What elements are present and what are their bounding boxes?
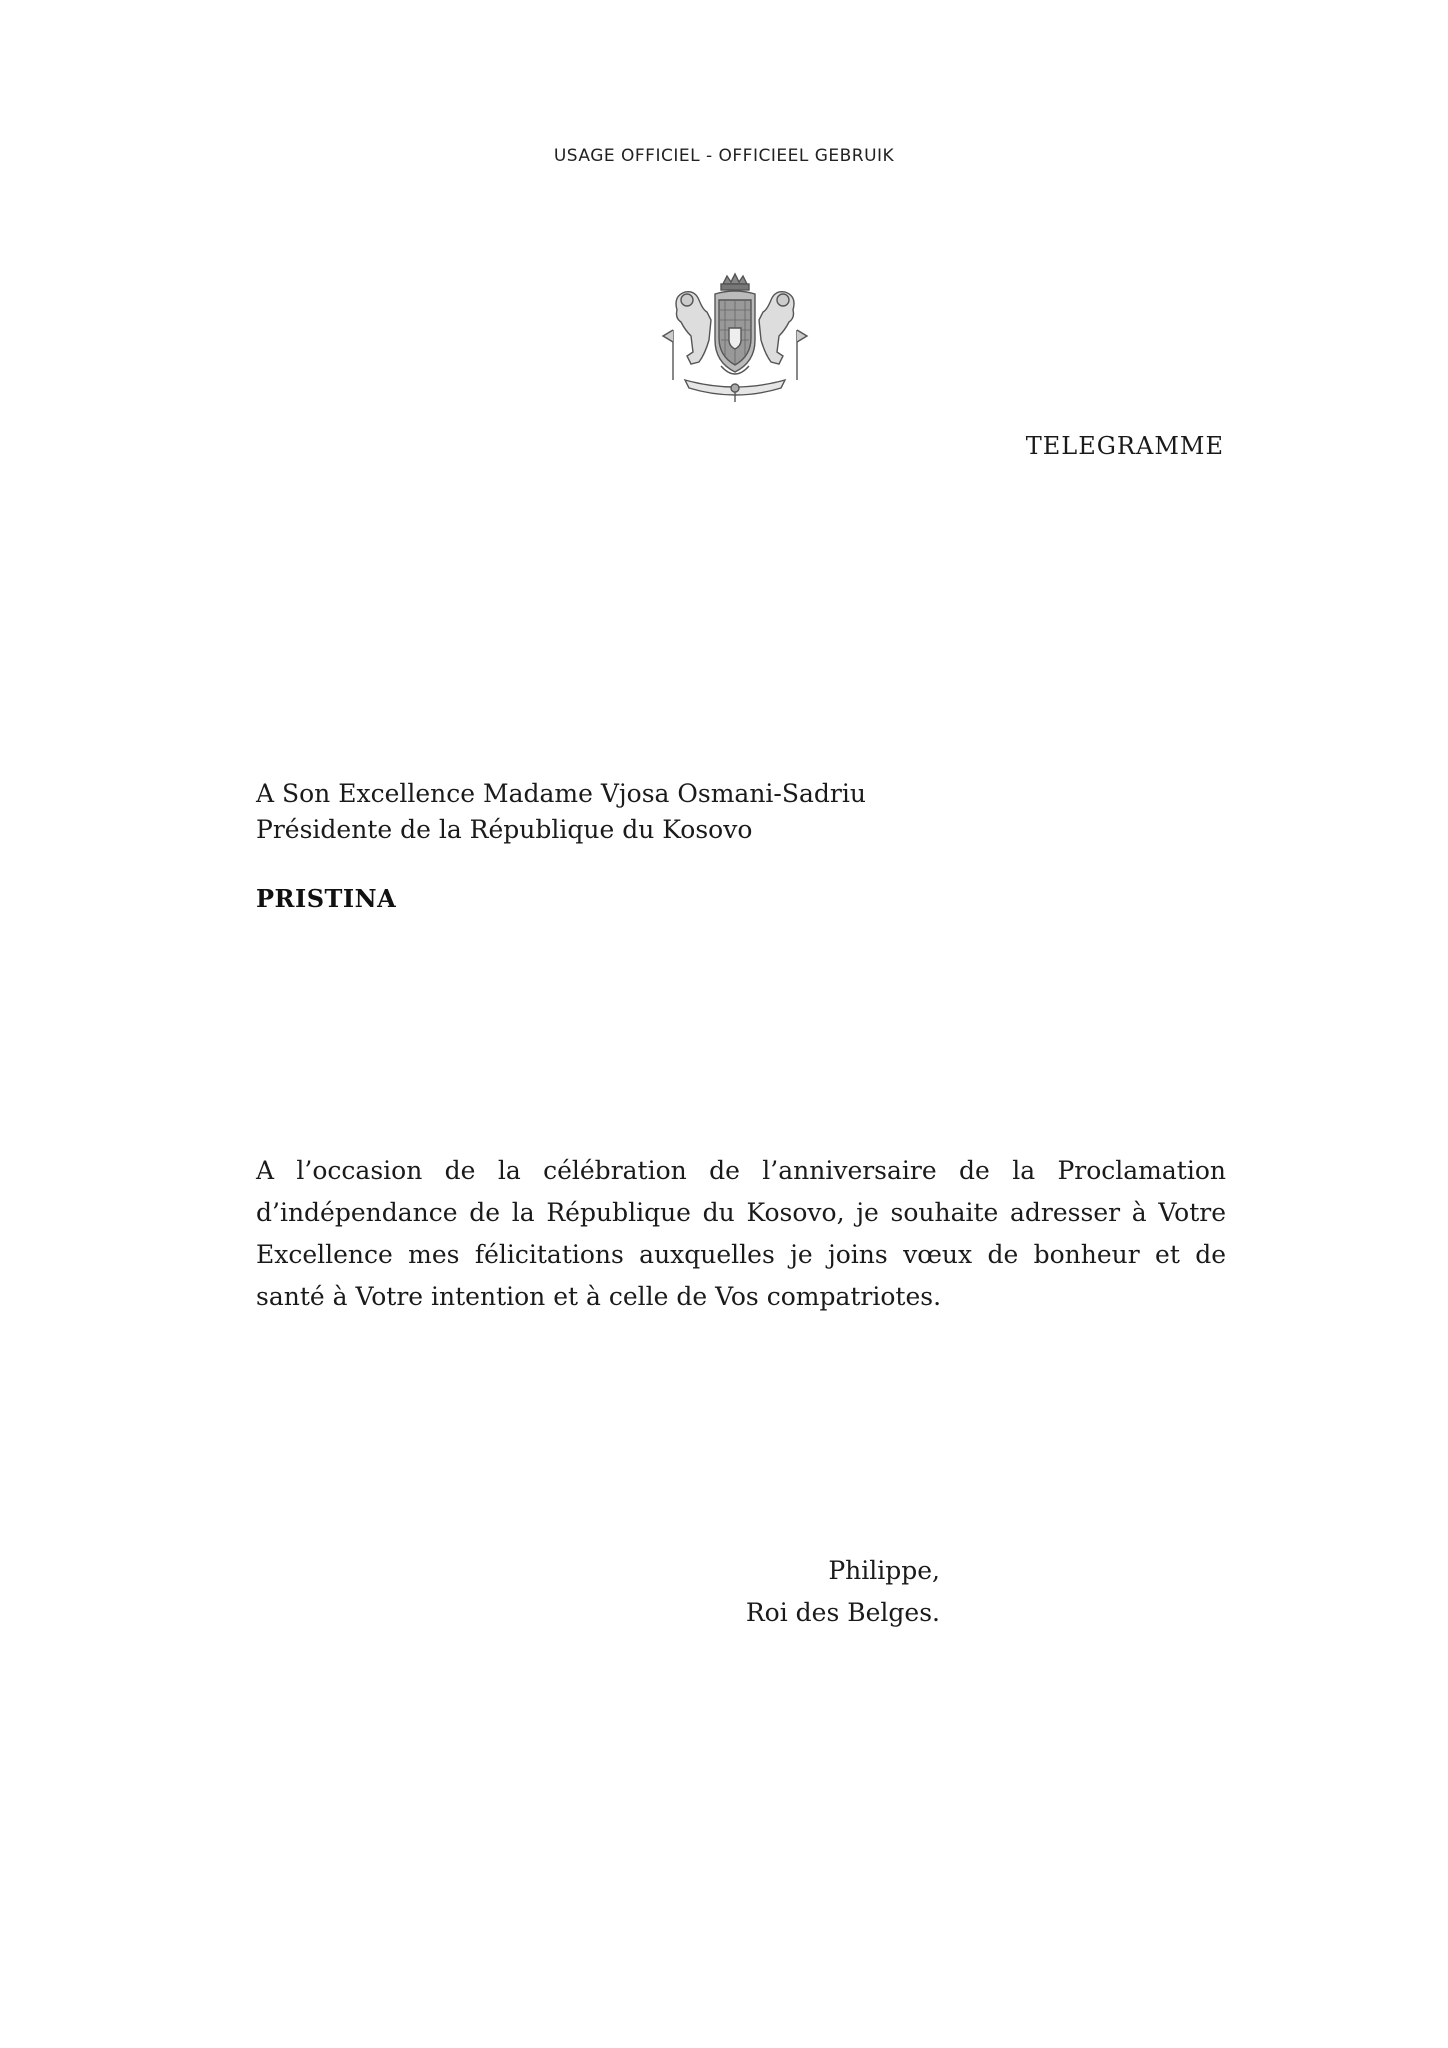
coat-of-arms-icon (655, 270, 815, 410)
recipient-address (256, 776, 866, 848)
message-paragraph: A l’occasion de la célébration de l’anniversaire de la Proclamation d’indépendance de la République du Kosovo, je souhaite adresser à Votre Excellence mes félicitations auxquelles je joins vœux de bonheur et de santé à Votre intention et à celle de Vos compatriotes. (256, 1156, 1226, 1311)
signer-title: Roi des Belges. (745, 1598, 940, 1627)
recipient-title: Présidente de la République du Kosovo (256, 815, 753, 844)
classification-header: USAGE OFFICIEL - OFFICIEEL GEBRUIK (553, 146, 895, 166)
signer-name: Philippe, (828, 1556, 940, 1585)
recipient-name: A Son Excellence Madame Vjosa Osmani-Sadriu (256, 779, 866, 808)
recipient-city: PRISTINA (256, 884, 397, 913)
signature-block (540, 1550, 940, 1634)
document-type-title: TELEGRAMME (1025, 432, 1224, 460)
